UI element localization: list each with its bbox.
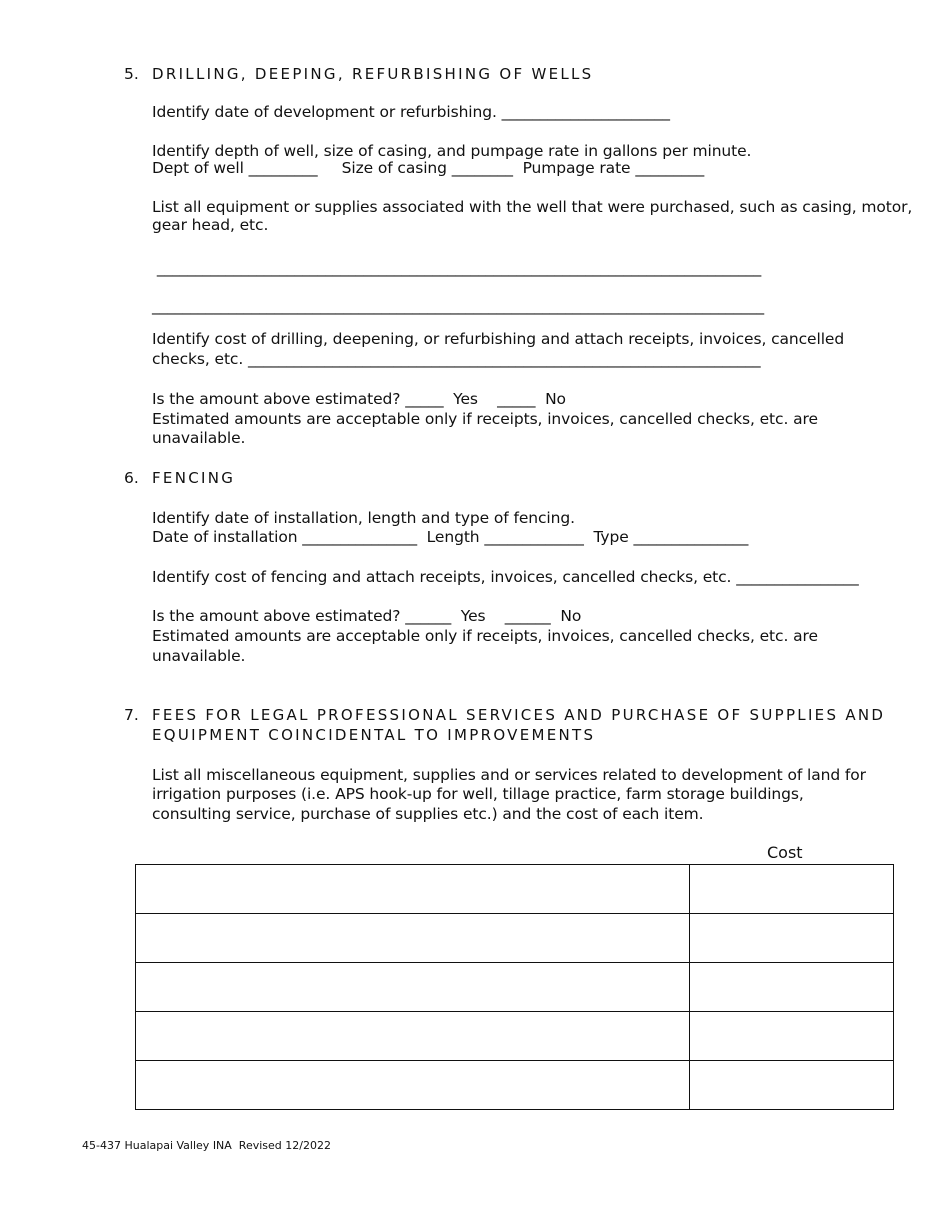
table-row xyxy=(136,1012,894,1061)
misc-items-table xyxy=(135,864,894,1110)
drilling-estimated-note-line-2: unavailable. xyxy=(152,429,246,447)
form-footer: 45-437 Hualapai Valley INA Revised 12/2022 xyxy=(82,1139,331,1152)
item-cost-cell[interactable] xyxy=(690,963,894,1012)
section-6-number: 6. xyxy=(124,469,139,487)
fencing-estimated-question[interactable]: Is the amount above estimated? ______ Yes ______ No xyxy=(152,607,582,625)
fencing-cost-field[interactable]: Identify cost of fencing and attach receipts, invoices, cancelled checks, etc. ________________ xyxy=(152,568,859,586)
misc-list-text-line-1: List all miscellaneous equipment, supplies and or services related to development of land for xyxy=(152,766,866,784)
fencing-estimated-note-line-1: Estimated amounts are acceptable only if receipts, invoices, cancelled checks, etc. are xyxy=(152,627,818,645)
section-7-heading-line-1: FEES FOR LEGAL PROFESSIONAL SERVICES AND PURCHASE OF SUPPLIES AND xyxy=(152,706,886,724)
well-depth-intro: Identify depth of well, size of casing, and pumpage rate in gallons per minute. xyxy=(152,142,752,160)
table-row xyxy=(136,963,894,1012)
item-cost-cell[interactable] xyxy=(690,914,894,963)
item-cost-cell[interactable] xyxy=(690,865,894,914)
well-equipment-text-line-1: List all equipment or supplies associated with the well that were purchased, such as casing, motor, xyxy=(152,198,913,216)
section-5-heading: DRILLING, DEEPING, REFURBISHING OF WELLS xyxy=(152,65,594,83)
item-description-cell[interactable] xyxy=(136,914,690,963)
misc-list-text-line-3: consulting service, purchase of supplies etc.) and the cost of each item. xyxy=(152,805,704,823)
item-cost-cell[interactable] xyxy=(690,1061,894,1110)
table-row xyxy=(136,865,894,914)
section-6-heading: FENCING xyxy=(152,469,236,487)
fencing-estimated-note-line-2: unavailable. xyxy=(152,647,246,665)
misc-list-text-line-2: irrigation purposes (i.e. APS hook-up for well, tillage practice, farm storage buildings, xyxy=(152,785,804,803)
section-7-heading-line-2: EQUIPMENT COINCIDENTAL TO IMPROVEMENTS xyxy=(152,726,596,744)
drilling-estimated-question[interactable]: Is the amount above estimated? _____ Yes _____ No xyxy=(152,390,566,408)
fencing-intro: Identify date of installation, length and type of fencing. xyxy=(152,509,575,527)
item-description-cell[interactable] xyxy=(136,1012,690,1061)
item-description-cell[interactable] xyxy=(136,1061,690,1110)
well-depth-fields[interactable]: Dept of well _________ Size of casing ________ Pumpage rate _________ xyxy=(152,159,705,177)
well-equipment-text-line-2: gear head, etc. xyxy=(152,216,269,234)
well-equipment-blank-line-1[interactable]: _______________________________________________________________________________ xyxy=(152,259,762,277)
section-5-number: 5. xyxy=(124,65,139,83)
table-row xyxy=(136,914,894,963)
item-cost-cell[interactable] xyxy=(690,1012,894,1061)
cost-column-header: Cost xyxy=(767,843,803,862)
item-description-cell[interactable] xyxy=(136,865,690,914)
development-date-field[interactable]: Identify date of development or refurbishing. ______________________ xyxy=(152,103,670,121)
drilling-estimated-note-line-1: Estimated amounts are acceptable only if receipts, invoices, cancelled checks, etc. are xyxy=(152,410,818,428)
item-description-cell[interactable] xyxy=(136,963,690,1012)
drilling-cost-field[interactable]: checks, etc. ___________________________________________________________________ xyxy=(152,350,761,368)
drilling-cost-text-line-1: Identify cost of drilling, deepening, or refurbishing and attach receipts, invoices, cancelled xyxy=(152,330,845,348)
section-7-number: 7. xyxy=(124,706,139,724)
table-row xyxy=(136,1061,894,1110)
fencing-fields[interactable]: Date of installation _______________ Length _____________ Type _______________ xyxy=(152,528,749,546)
well-equipment-blank-line-2[interactable]: ________________________________________________________________________________ xyxy=(152,297,765,315)
